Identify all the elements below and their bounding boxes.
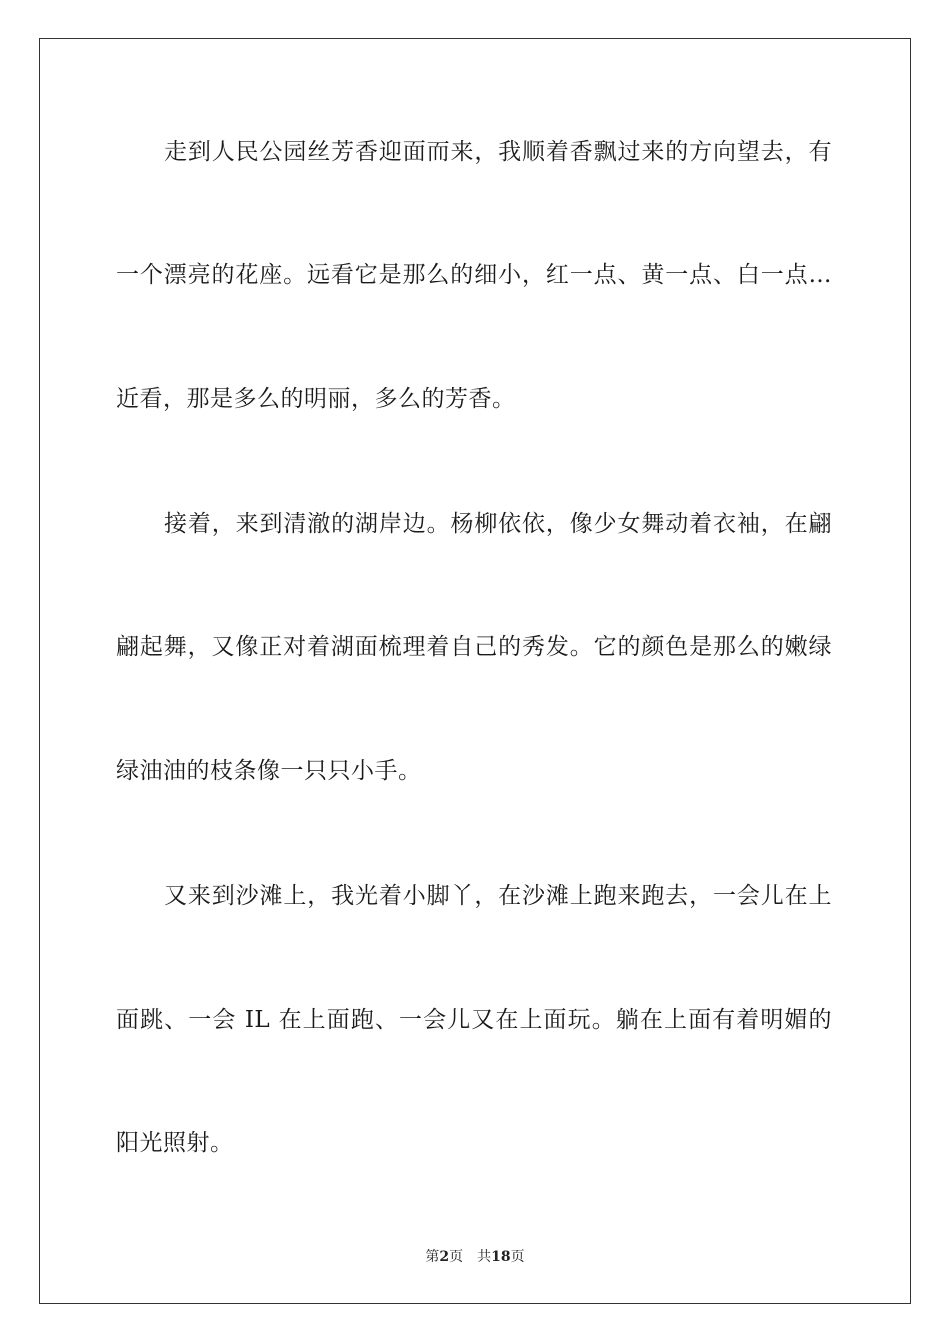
- page-current: 2: [439, 1249, 450, 1265]
- page-prefix: 第: [425, 1249, 440, 1265]
- page-total: 18: [491, 1249, 511, 1265]
- page-suffix: 页: [449, 1249, 464, 1265]
- paragraph-2-line-2: 翩起舞，又像正对着湖面梳理着自己的秀发。它的颜色是那么的嫩绿: [116, 634, 832, 660]
- total-suffix: 页: [510, 1249, 525, 1265]
- paragraph-2-line-3: 绿油油的枝条像一只只小手。: [116, 758, 422, 784]
- page-number-footer: [0, 1248, 950, 1266]
- paragraph-3-line-1: 又来到沙滩上，我光着小脚丫，在沙滩上跑来跑去，一会儿在上: [164, 883, 832, 909]
- paragraph-1-line-2: 一个漂亮的花座。远看它是那么的细小，红一点、黄一点、白一点…: [116, 262, 832, 288]
- paragraph-3-line-3: 阳光照射。: [116, 1130, 234, 1156]
- page-border: [39, 38, 911, 1304]
- paragraph-1-line-1: 走到人民公园丝芳香迎面而来，我顺着香飘过来的方向望去，有: [164, 139, 832, 165]
- paragraph-2-line-1: 接着，来到清澈的湖岸边。杨柳依依，像少女舞动着衣袖，在翩: [164, 511, 832, 537]
- total-prefix: 共: [477, 1249, 492, 1265]
- paragraph-3-line-2: 面跳、一会 IL 在上面跑、一会儿又在上面玩。躺在上面有着明媚的: [116, 1007, 832, 1033]
- paragraph-1-line-3: 近看，那是多么的明丽，多么的芳香。: [116, 386, 516, 412]
